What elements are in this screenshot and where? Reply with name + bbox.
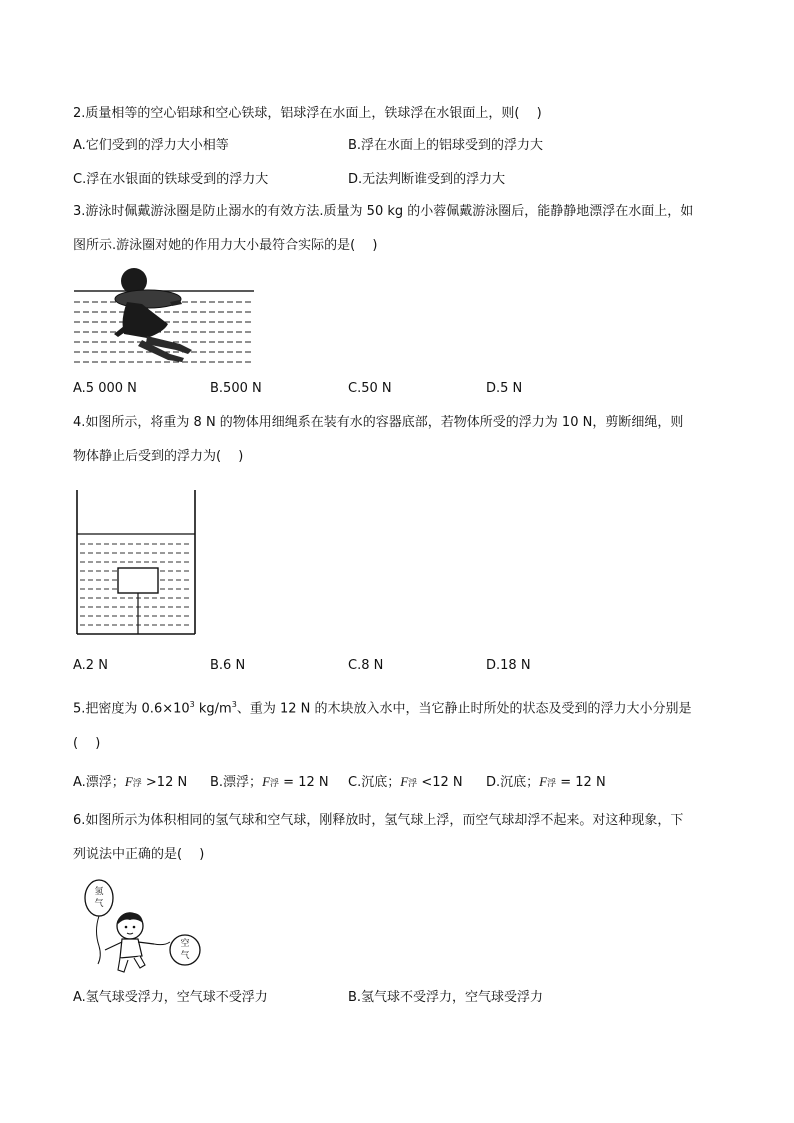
q2-stem: 2.质量相等的空心铝球和空心铁球，铝球浮在水面上，铁球浮在水银面上，则( ) [73, 106, 542, 121]
q3-stem-line1: 3.游泳时佩戴游泳圈是防止溺水的有效方法.质量为 50 kg 的小蓉佩戴游泳圈后，能静静地漂浮在水面上，如 [73, 204, 694, 219]
q3-option-d: D.5 N [486, 381, 523, 396]
hydrogen-balloon-icon [85, 880, 113, 916]
q6-option-b: B.氢气球不受浮力，空气球受浮力 [348, 990, 544, 1005]
q3-stem-line2: 图所示.游泳圈对她的作用力大小最符合实际的是( ) [73, 238, 378, 253]
q5-option-d: D.沉底；F浮 = 12 N [486, 774, 606, 790]
block-object [118, 568, 158, 593]
q3-option-c: C.50 N [348, 381, 392, 396]
q2-option-c: C.浮在水银面的铁球受到的浮力大 [73, 172, 269, 187]
q5-option-a: A.漂浮；F浮 >12 N [73, 774, 188, 790]
swimmer-figure [72, 262, 258, 368]
hydrogen-balloon-label-2: 气 [94, 899, 104, 909]
container-figure [72, 488, 200, 638]
q4-stem-line2: 物体静止后受到的浮力为( ) [73, 449, 244, 464]
q4-option-d: D.18 N [486, 658, 531, 673]
q6-option-a: A.氢气球受浮力，空气球不受浮力 [73, 990, 268, 1005]
q5-stem-line1: 5.把密度为 $0.6\times 10^3$ $kg/m^3$、重为 12 N 的木块放入水中，当它静止时所处的状态及受到的浮力大小分别是 [73, 700, 692, 717]
q3-option-b: B.500 N [210, 381, 262, 396]
q6-stem-line2: 列说法中正确的是( ) [73, 847, 205, 862]
hydrogen-balloon-label-1: 氢 [94, 887, 104, 897]
q3-option-a: A.5 000 N [73, 381, 137, 396]
q5-option-b: B.漂浮；F浮 = 12 N [210, 774, 329, 790]
q5-option-c: C.沉底；F浮 <12 N [348, 774, 463, 790]
q4-option-c: C.8 N [348, 658, 384, 673]
q4-option-a: A.2 N [73, 658, 108, 673]
balloon-figure [72, 876, 204, 976]
q4-stem-line1: 4.如图所示，将重为 8 N 的物体用细绳系在装有水的容器底部，若物体所受的浮力为 10 N，剪断细绳，则 [73, 415, 684, 430]
q5-stem-line2: ( ) [73, 736, 101, 751]
child-icon [105, 912, 154, 972]
air-balloon-label-2: 气 [180, 951, 190, 961]
q4-option-b: B.6 N [210, 658, 246, 673]
q2-option-d: D.无法判断谁受到的浮力大 [348, 172, 506, 187]
q2-option-a: A.它们受到的浮力大小相等 [73, 138, 229, 153]
q2-option-b: B.浮在水面上的铝球受到的浮力大 [348, 138, 544, 153]
air-balloon-label-1: 空 [180, 939, 190, 949]
q6-stem-line1: 6.如图所示为体积相同的氢气球和空气球，刚释放时，氢气球上浮，而空气球却浮不起来。对这种现象，下 [73, 813, 684, 828]
swimmer-icon [114, 268, 192, 362]
